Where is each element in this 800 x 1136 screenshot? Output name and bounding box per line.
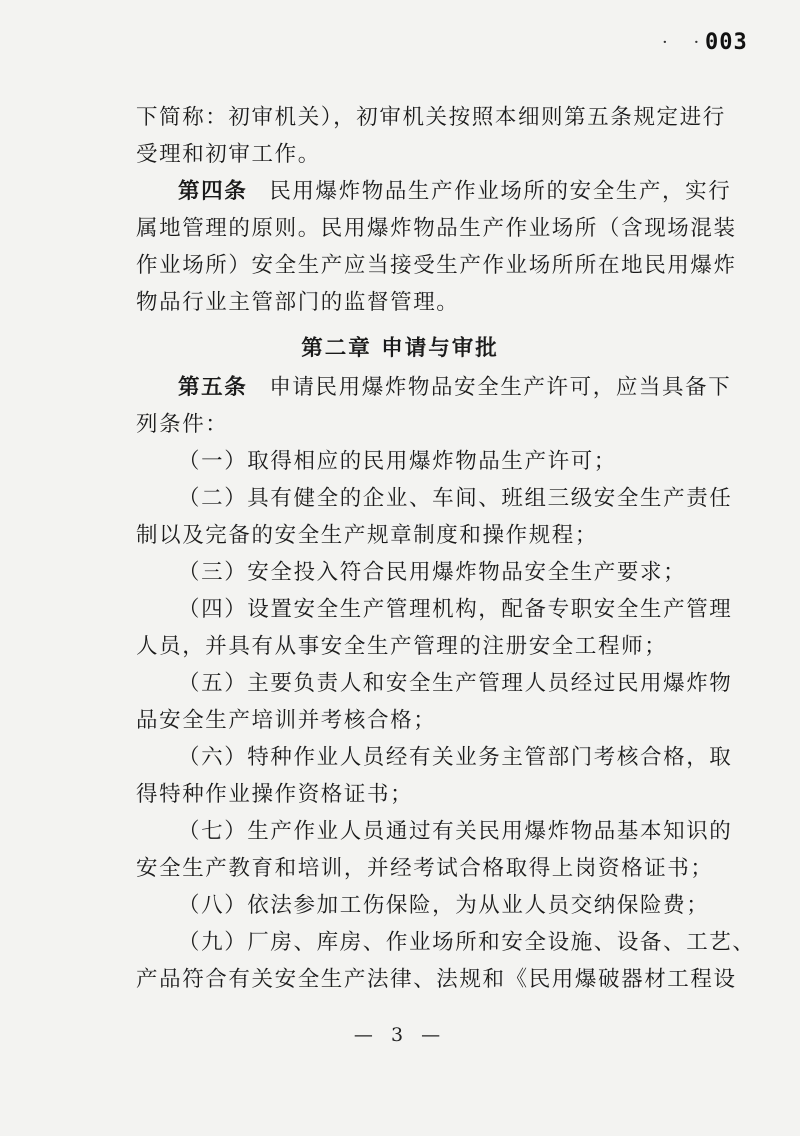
condition-5: （五）主要负责人和安全生产管理人员经过民用爆炸物 (178, 671, 733, 696)
article-5-first-line (178, 372, 732, 404)
condition-4: （四）设置安全生产管理机构，配备专职安全生产管理 (178, 597, 733, 622)
condition-2: （二）具有健全的企业、车间、班组三级安全生产责任 (178, 486, 733, 511)
article-lead: 第五条 (178, 375, 248, 400)
text-line: 列条件： (136, 412, 229, 437)
text-line: 受理和初审工作。 (136, 142, 321, 167)
text-line: 物品行业主管部门的监督管理。 (136, 290, 460, 315)
condition-7: （七）生产作业人员通过有关民用爆炸物品基本知识的 (178, 819, 733, 844)
condition-8: （八）依法参加工伤保险，为从业人员交纳保险费； (178, 893, 710, 918)
condition-3: （三）安全投入符合民用爆炸物品安全生产要求； (178, 560, 687, 585)
text-line: 人员，并具有从事安全生产管理的注册安全工程师； (136, 634, 668, 659)
condition-6: （六）特种作业人员经有关业务主管部门考核合格，取 (178, 745, 733, 770)
text-line: 申请民用爆炸物品安全生产许可，应当具备下 (269, 375, 732, 400)
page-stamp: 003 (705, 30, 748, 55)
condition-1: （一）取得相应的民用爆炸物品生产许可； (178, 449, 617, 474)
stamp-dots: · · (662, 32, 710, 53)
text-line: 作业场所）安全生产应当接受生产作业场所所在地民用爆炸 (136, 253, 737, 278)
article-lead: 第四条 (178, 179, 248, 204)
text-line: 民用爆炸物品生产作业场所的安全生产，实行 (269, 179, 732, 204)
text-line: 下简称：初审机关），初审机关按照本细则第五条规定进行 (136, 105, 726, 130)
text-line: 品安全生产培训并考核合格； (136, 708, 437, 733)
chapter-title: 第二章 申请与审批 (301, 336, 499, 361)
text-line: 制以及完备的安全生产规章制度和操作规程； (136, 523, 599, 548)
text-line: 属地管理的原则。民用爆炸物品生产作业场所（含现场混装 (136, 216, 737, 241)
page-number: — 3 — (353, 1024, 447, 1046)
article-4-first-line (178, 176, 732, 208)
text-line: 安全生产教育和培训，并经考试合格取得上岗资格证书； (136, 856, 714, 881)
condition-9: （九）厂房、库房、作业场所和安全设施、设备、工艺、 (178, 930, 756, 955)
text-line: 产品符合有关安全生产法律、法规和《民用爆破器材工程设 (136, 967, 737, 992)
text-line: 得特种作业操作资格证书； (136, 782, 414, 807)
